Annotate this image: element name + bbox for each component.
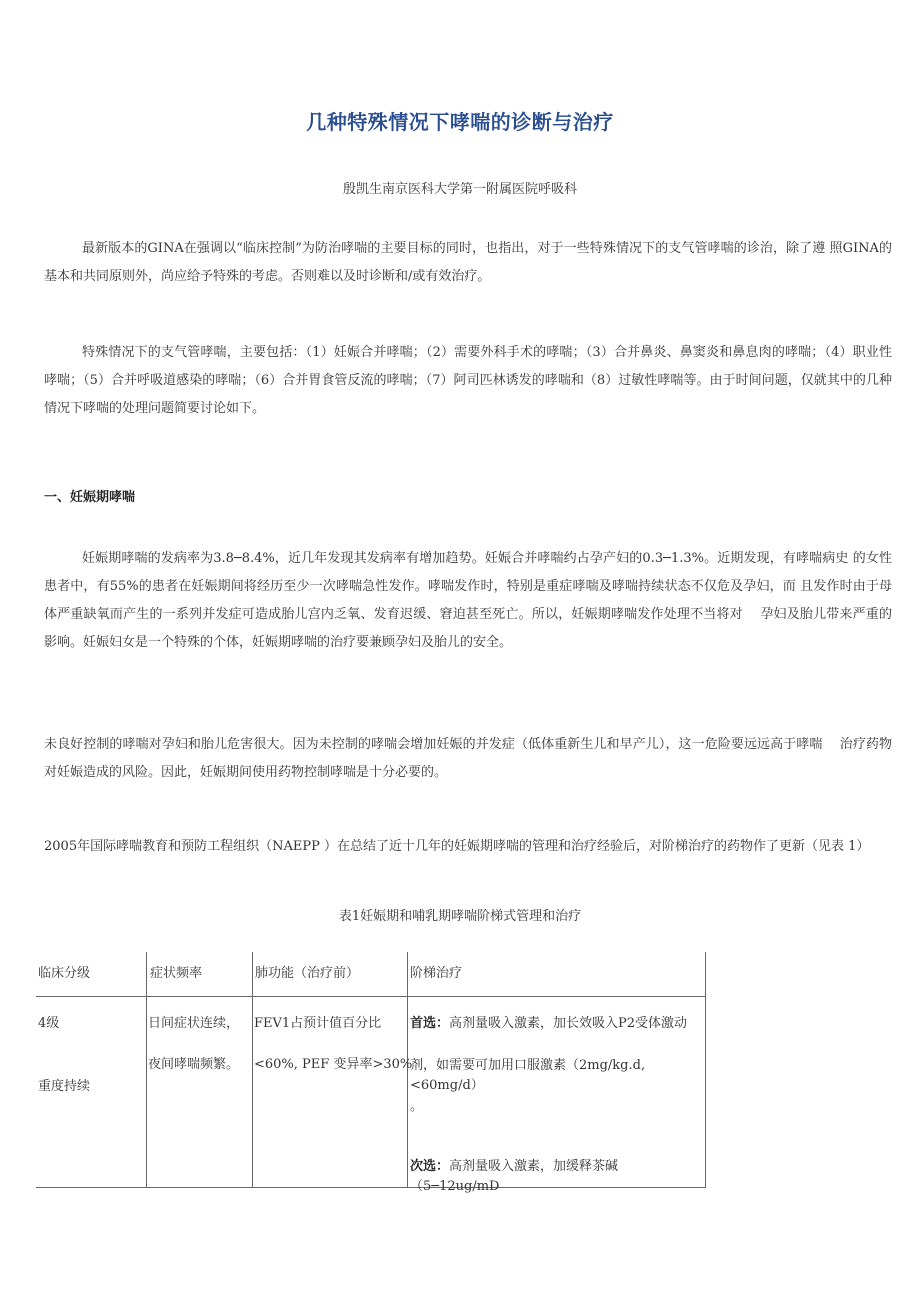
paragraph-naepp: 2005年国际哮喘教育和预防工程组织（NAEPP ）在总结了近十几年的妊娠期哮喘的管理和治疗经验后，对阶梯治疗的药物作了更新（见表 1） [44,839,870,854]
asthma-treatment-table [36,952,706,1194]
document-title: 几种特殊情况下哮喘的诊断与治疗 [306,110,614,134]
paragraph-uncontrolled-risk: 未良好控制的哮喘对孕妇和胎儿危害很大。因为未控制的哮喘会增加妊娠的并发症（低体重新生儿和早产儿），这一危险要远远高于哮喘 治疗药物对妊娠造成的风险。因此，妊娠期间使用药物控制哮喘是十分必要的。 [44,737,892,780]
lung-fev1: FEV1占预计值百分比 [254,1016,382,1031]
second-choice-line1 [410,1157,706,1197]
table-header-lung-function: 肺功能（治疗前） [255,966,360,981]
author-line: 殷凯生南京医科大学第一附属医院呼吸科 [342,182,577,197]
first-choice-text: 高剂量吸入激素，加长效吸入P2受体激动 [449,1016,688,1031]
table-col-divider-1 [146,952,147,1188]
table-caption: 表1妊娠期和哺乳期哮喘阶梯式管理和治疗 [338,909,582,924]
section-heading-pregnancy: 一、妊娠期哮喘 [44,490,136,505]
first-choice-line1 [410,1014,687,1034]
table-header-stepwise: 阶梯治疗 [410,966,463,981]
paragraph-categories: 特殊情况下的支气管哮喘，主要包括：（1）妊娠合并哮喘；（2）需要外科手术的哮喘；（3）合并鼻炎、鼻窦炎和鼻息肉的哮喘；（4）职业性哮喘；（5）合并呼吸道感染的哮喘；（6）合并胃食管反流的哮喘；（7）阿司匹林诱发的哮喘和（8）过敏性哮喘等。由于时间问题，仅就其中的几种情况下哮喘的处理问题简要讨论如下。 [44,345,892,416]
grade-level: 4级 [38,1016,60,1031]
table-header-symptom: 症状频率 [150,966,203,981]
first-choice-line3: 。 [410,1099,424,1114]
second-choice-label: 次选： [410,1159,450,1174]
symptom-night: 夜间哮喘频繁。 [148,1057,240,1072]
grade-severity: 重度持续 [38,1079,91,1094]
paragraph-intro: 最新版本的GINA在强调以“临床控制”为防治哮喘的主要目标的同时，也指出，对于一些特殊情况下的支气管哮喘的诊治，除了遵 照GINA的基本和共同原则外，尚应给予特殊的考虑。否则难以及时诊断和/或有效治疗。 [44,241,892,284]
lung-pef: <60%, PEF 变异率>30% [254,1057,413,1072]
table-col-divider-2 [252,952,253,1188]
symptom-day: 日间症状连续， [148,1016,240,1031]
first-choice-label: 首选： [410,1016,450,1031]
table-header-grade: 临床分级 [38,966,91,981]
second-choice-text: 高剂量吸入激素，加缓释茶碱（5─12ug/mD [410,1159,619,1194]
table-header-divider [36,996,706,997]
first-choice-line2: 剂，如需要可加用口服激素（2mg/kg.d,<60mg/d） [410,1058,646,1093]
paragraph-pregnancy-incidence: 妊娠期哮喘的发病率为3.8─8.4%，近几年发现其发病率有增加趋势。妊娠合并哮喘约占孕产妇的0.3─1.3%。近期发现，有哮喘病史 的女性患者中，有55%的患者在妊娠期间将经历至少一次哮喘急性发作。哮喘发作时，特别是重症哮喘及哮喘持续状态不仅危及孕妇，而 且发作时由于母体严重缺氧而产生的一系列并发症可造成胎儿宫内乏氧、发育迟缓、窘迫甚至死亡。所以，妊娠期哮喘发作处理不当将对 孕妇及胎儿带来严重的影响。妊娠妇女是一个特殊的个体，妊娠期哮喘的治疗要兼顾孕妇及胎儿的安全。 [44,551,892,650]
